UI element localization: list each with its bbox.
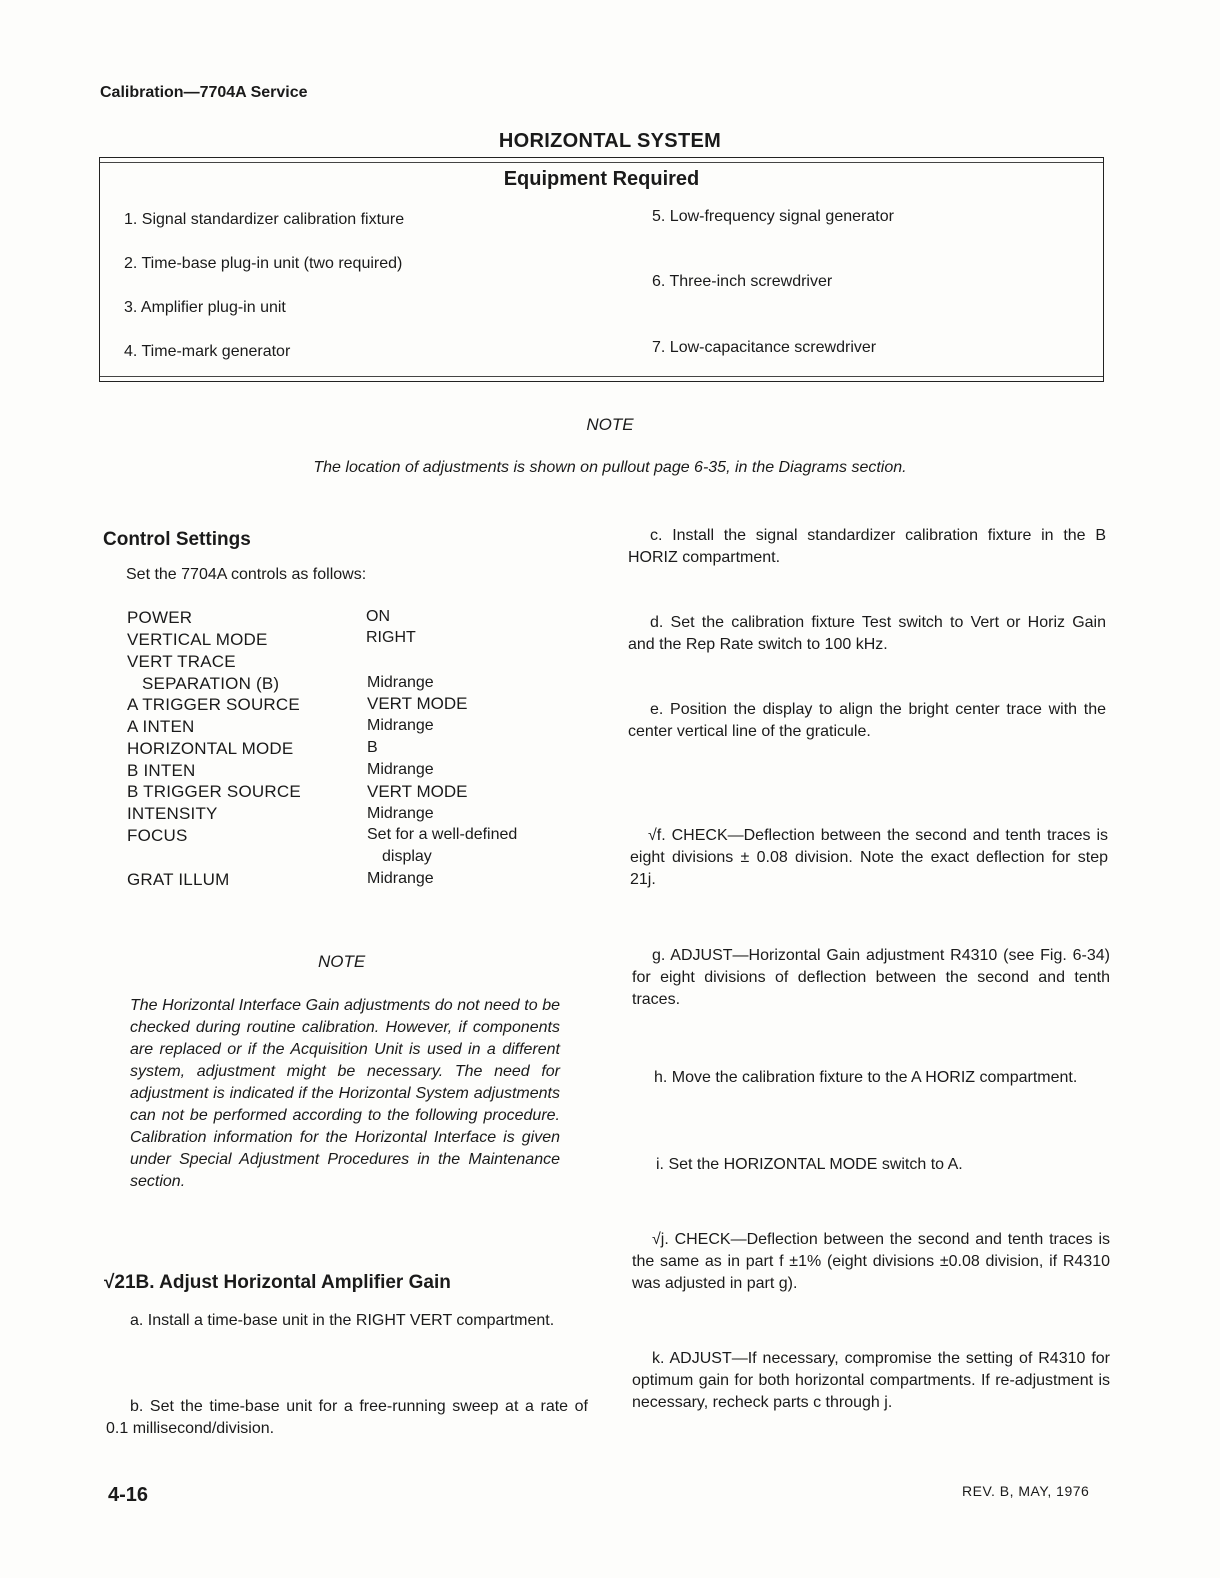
setting-control: FOCUS [127,826,188,845]
equipment-item: 1. Signal standardizer calibration fixture [124,211,405,228]
box-rule-top [100,162,1103,163]
setting-control: INTENSITY [127,804,218,823]
setting-control: SEPARATION (B) [142,674,280,693]
setting-value: ON [366,608,390,625]
setting-value: VERT MODE [367,782,468,801]
equipment-title: Equipment Required [503,168,700,190]
revision-label: REV. B, MAY, 1976 [962,1483,1090,1499]
section-title: HORIZONTAL SYSTEM [498,130,722,152]
note-text: The Horizontal Interface Gain adjustments do not need to be checked during routine calibration. However, if components are replaced or if the Acquisition Unit is used in a different system, adjustment might be necessary. The need for adjustment is indicated if the Horizontal System adjustments can not be performed according to the following procedure. Calibration information for the Horizontal Interface is given under Special Adjustment Procedures in the Maintenance section. [130,997,560,1190]
note-text: The location of adjustments is shown on pullout page 6-35, in the Diagrams section. [313,459,907,476]
step-paragraph: c. Install the signal standardizer calibration fixture in the B HORIZ compartment. [628,527,1106,566]
page-number: 4-16 [108,1484,149,1506]
step-paragraph: √f. CHECK—Deflection between the second and tenth traces is eight divisions ± 0.08 division. Note the exact deflection for step 21j. [630,827,1108,888]
control-settings-intro: Set the 7704A controls as follows: [126,566,367,583]
step-title: √21B. Adjust Horizontal Amplifier Gain [104,1272,451,1293]
equipment-item: 2. Time-base plug-in unit (two required) [124,255,403,272]
running-header: Calibration—7704A Service [100,84,308,101]
step-paragraph: b. Set the time-base unit for a free-running sweep at a rate of 0.1 millisecond/division. [106,1398,588,1437]
setting-value: Midrange [367,805,434,822]
step-paragraph: h. Move the calibration fixture to the A HORIZ compartment. [654,1069,1078,1086]
box-rule-bottom [100,376,1103,377]
setting-value: B [367,739,378,756]
setting-control: POWER [127,608,193,627]
step-paragraph: d. Set the calibration fixture Test switch to Vert or Horiz Gain and the Rep Rate switch to 100 kHz. [628,614,1106,653]
setting-value: Midrange [367,674,434,691]
setting-control: A TRIGGER SOURCE [127,695,300,714]
step-paragraph: √j. CHECK—Deflection between the second and tenth traces is the same as in part f ±1% (eight divisions ±0.08 division, if R4310 was adjusted in part g). [632,1231,1110,1292]
setting-control: VERTICAL MODE [127,630,268,649]
equipment-item: 6. Three-inch screwdriver [652,273,833,290]
setting-value: Midrange [367,761,434,778]
setting-value: RIGHT [366,629,416,646]
setting-value: VERT MODE [367,694,468,713]
equipment-item: 3. Amplifier plug-in unit [124,299,286,316]
setting-control: HORIZONTAL MODE [127,739,294,758]
step-paragraph: a. Install a time-base unit in the RIGHT VERT compartment. [130,1312,555,1329]
setting-value: Midrange [367,717,434,734]
equipment-item: 5. Low-frequency signal generator [652,208,894,225]
setting-control: GRAT ILLUM [127,870,230,889]
step-paragraph: k. ADJUST—If necessary, compromise the setting of R4310 for optimum gain for both horizontal compartments. If re-adjustment is necessary, recheck parts c through j. [632,1350,1110,1411]
setting-value: Midrange [367,870,434,887]
note-heading: NOTE [318,952,366,971]
step-paragraph: e. Position the display to align the bright center trace with the center vertical line of the graticule. [628,701,1106,740]
setting-control: A INTEN [127,717,195,736]
setting-control: VERT TRACE [127,652,236,671]
equipment-item: 7. Low-capacitance screwdriver [652,339,877,356]
setting-control: B INTEN [127,761,196,780]
setting-value: Set for a well-defined [367,826,518,843]
step-paragraph: i. Set the HORIZONTAL MODE switch to A. [656,1156,963,1173]
equipment-item: 4. Time-mark generator [124,343,291,360]
step-paragraph: g. ADJUST—Horizontal Gain adjustment R4310 (see Fig. 6-34) for eight divisions of deflection between the second and tenth traces. [632,947,1110,1008]
setting-value: display [382,848,432,865]
control-settings-title: Control Settings [103,529,251,550]
setting-control: B TRIGGER SOURCE [127,782,301,801]
note-heading: NOTE [586,415,634,434]
